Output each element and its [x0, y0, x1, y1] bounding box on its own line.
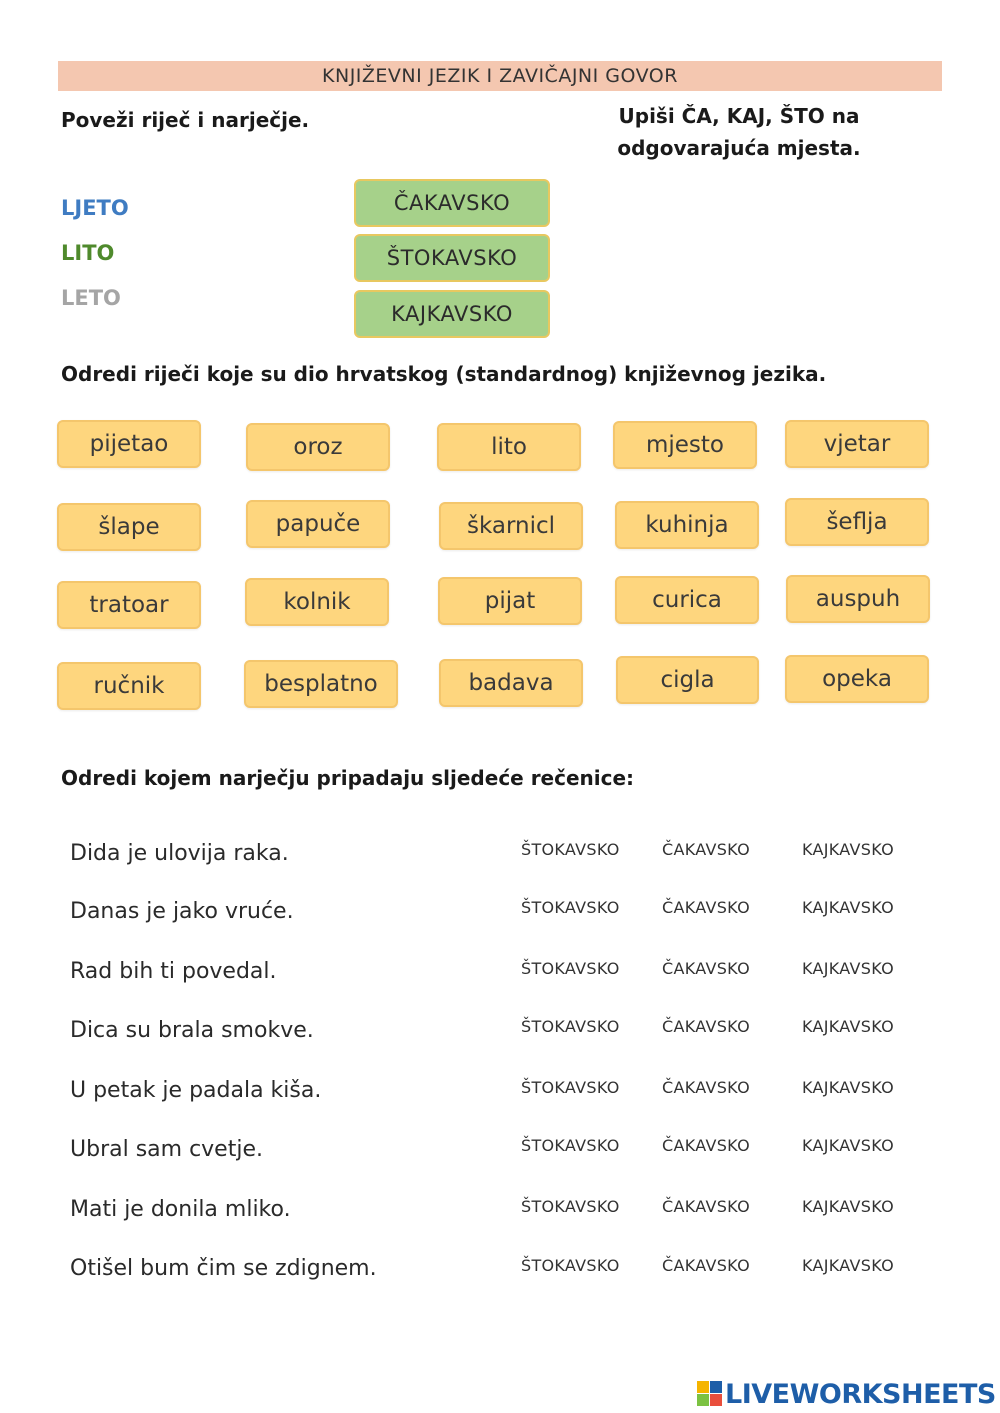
dialect-option-štokavsko[interactable]: ŠTOKAVSKO: [521, 898, 620, 917]
dialect-option-kajkavsko[interactable]: KAJKAVSKO: [802, 1017, 895, 1036]
sentence: Danas je jako vruće.: [70, 899, 294, 924]
liveworksheets-logo: [697, 1379, 996, 1409]
dialect-option-čakavsko[interactable]: ČAKAVSKO: [662, 840, 750, 859]
sentence: Dida je ulovija raka.: [70, 841, 289, 866]
dialect-option-čakavsko[interactable]: ČAKAVSKO: [662, 1017, 750, 1036]
write-instruction-line2: odgovarajuća mjesta.: [617, 136, 861, 160]
dialect-option-čakavsko[interactable]: ČAKAVSKO: [662, 1256, 750, 1275]
word-tile[interactable]: besplatno: [244, 660, 398, 708]
liveworksheets-logo-text: LIVEWORKSHEETS: [725, 1378, 996, 1410]
word-tile[interactable]: tratoar: [57, 581, 201, 629]
sentence-dialect-instruction: Odredi kojem narječju pripadaju sljedeće rečenice:: [61, 766, 635, 790]
word-tile[interactable]: kuhinja: [615, 501, 759, 549]
dialect-option-kajkavsko[interactable]: KAJKAVSKO: [802, 959, 895, 978]
match-word-leto[interactable]: LETO: [61, 286, 121, 310]
word-tile[interactable]: vjetar: [785, 420, 929, 468]
match-instruction: Poveži riječ i narječje.: [61, 108, 310, 132]
dialect-option-čakavsko[interactable]: ČAKAVSKO: [662, 1136, 750, 1155]
word-tile[interactable]: šlape: [57, 503, 201, 551]
word-tile[interactable]: škarnicl: [439, 502, 583, 550]
standard-words-instruction: Odredi riječi koje su dio hrvatskog (standardnog) književnog jezika.: [61, 362, 827, 386]
word-tile[interactable]: papuče: [246, 500, 390, 548]
word-tile[interactable]: ručnik: [57, 662, 201, 710]
dialect-option-štokavsko[interactable]: ŠTOKAVSKO: [521, 959, 620, 978]
dialect-option-čakavsko[interactable]: ČAKAVSKO: [662, 898, 750, 917]
dialect-option-kajkavsko[interactable]: KAJKAVSKO: [802, 1256, 895, 1275]
worksheet-title: KNJIŽEVNI JEZIK I ZAVIČAJNI GOVOR: [58, 61, 942, 91]
word-tile[interactable]: oroz: [246, 423, 390, 471]
word-tile[interactable]: auspuh: [786, 575, 930, 623]
dialect-option-kajkavsko[interactable]: KAJKAVSKO: [802, 1197, 895, 1216]
sentence: Dica su brala smokve.: [70, 1018, 314, 1043]
word-tile[interactable]: curica: [615, 576, 759, 624]
dialect-box-3[interactable]: KAJKAVSKO: [354, 290, 550, 338]
sentence: Mati je donila mliko.: [70, 1197, 291, 1222]
sentence: Ubral sam cvetje.: [70, 1137, 263, 1162]
sentence: Rad bih ti povedal.: [70, 959, 277, 984]
dialect-option-štokavsko[interactable]: ŠTOKAVSKO: [521, 1197, 620, 1216]
dialect-option-kajkavsko[interactable]: KAJKAVSKO: [802, 1078, 895, 1097]
dialect-option-kajkavsko[interactable]: KAJKAVSKO: [802, 898, 895, 917]
word-tile[interactable]: opeka: [785, 655, 929, 703]
dialect-option-kajkavsko[interactable]: KAJKAVSKO: [802, 1136, 895, 1155]
liveworksheets-logo-icon: [697, 1381, 723, 1407]
dialect-option-štokavsko[interactable]: ŠTOKAVSKO: [521, 1017, 620, 1036]
word-tile[interactable]: cigla: [616, 656, 759, 704]
dialect-option-čakavsko[interactable]: ČAKAVSKO: [662, 959, 750, 978]
word-tile[interactable]: mjesto: [613, 421, 757, 469]
sentence: U petak je padala kiša.: [70, 1078, 322, 1103]
dialect-option-štokavsko[interactable]: ŠTOKAVSKO: [521, 840, 620, 859]
match-word-lito[interactable]: LITO: [61, 241, 115, 265]
sentence: Otišel bum čim se zdignem.: [70, 1256, 377, 1281]
word-tile[interactable]: badava: [439, 659, 583, 707]
write-instruction-line1: Upiši ČA, KAJ, ŠTO na: [618, 104, 860, 128]
dialect-option-štokavsko[interactable]: ŠTOKAVSKO: [521, 1256, 620, 1275]
dialect-option-štokavsko[interactable]: ŠTOKAVSKO: [521, 1078, 620, 1097]
dialect-option-kajkavsko[interactable]: KAJKAVSKO: [802, 840, 895, 859]
word-tile[interactable]: lito: [437, 423, 581, 471]
dialect-option-čakavsko[interactable]: ČAKAVSKO: [662, 1078, 750, 1097]
word-tile[interactable]: kolnik: [245, 578, 389, 626]
dialect-option-čakavsko[interactable]: ČAKAVSKO: [662, 1197, 750, 1216]
word-tile[interactable]: šeflja: [785, 498, 929, 546]
dialect-option-štokavsko[interactable]: ŠTOKAVSKO: [521, 1136, 620, 1155]
dialect-box-1[interactable]: ČAKAVSKO: [354, 179, 550, 227]
word-tile[interactable]: pijetao: [57, 420, 201, 468]
word-tile[interactable]: pijat: [438, 577, 582, 625]
match-word-ljeto[interactable]: LJETO: [61, 196, 129, 220]
write-instruction: [596, 100, 882, 164]
dialect-box-2[interactable]: ŠTOKAVSKO: [354, 234, 550, 282]
